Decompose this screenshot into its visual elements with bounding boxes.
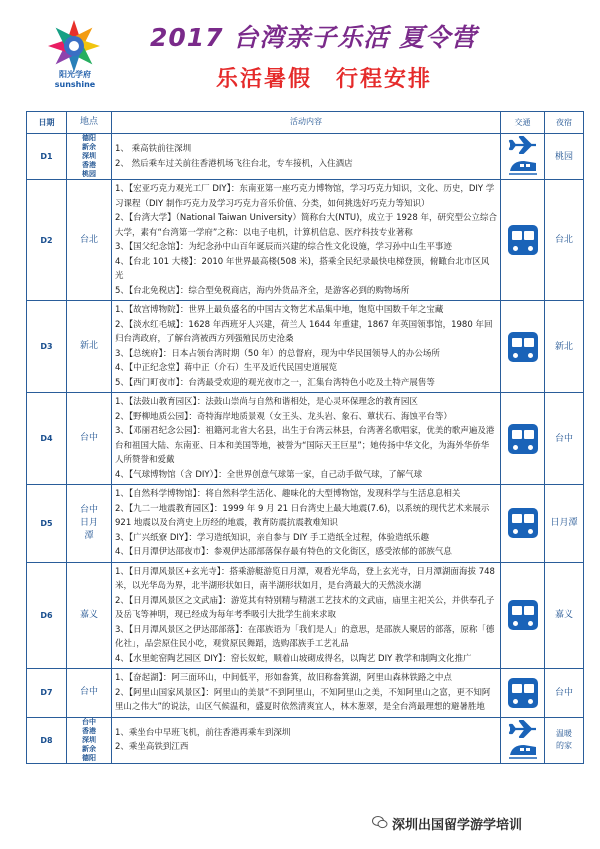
activity-item: 2、【野柳地质公园】：奇特海岸地质景观（女王头、龙头岩、象石、蕈状石、海蚀平台等） [115,411,452,422]
activity-item: 1、 乘高铁前往深圳 [115,144,192,154]
table-row [27,717,584,763]
bus-icon [508,225,538,255]
table-row [27,301,584,393]
logo-text-cn: 阳光学府 [59,70,91,79]
itinerary-table [26,111,584,764]
activities-cell [112,717,501,763]
activities-cell [112,301,501,393]
location-cell: 嘉义 [67,562,112,669]
logo-text-en: sunshine [54,80,96,89]
table-row [27,485,584,563]
watermark-text: 深圳出国留学游学培训 [392,818,523,833]
lodging-cell: 温暖 的家 [545,717,584,763]
page-header [0,0,600,110]
activity-item: 5、【台北免税店】：综合型免税商店，海内外货品齐全，是游客必到的购物场所 [115,285,410,296]
activity-item: 5、【西门町夜市】：台湾最受欢迎的观光夜市之一，汇集台湾特色小吃及土特产展售等 [115,377,435,388]
lodging-cell: 台中 [545,393,584,485]
activities-cell [112,562,501,669]
location-cell: 台中 [67,669,112,718]
lodging-cell: 嘉义 [545,562,584,669]
lodging-cell: 日月潭 [545,485,584,563]
train-icon [508,741,538,761]
activity-item: 3、【国父纪念馆】：为纪念孙中山百年诞辰而兴建的综合性文化设施，学习孙中山生平事迹 [115,242,452,252]
activity-item: 3、【广兴纸寮 DIY】：学习造纸知识，亲自参与 DIY 手工造纸全过程，体验造纸乐趣 [115,532,430,543]
activities-cell [112,669,501,718]
page-title: 2017 台湾亲子乐活 夏令营 [150,23,477,52]
sunshine-logo-icon [46,18,102,74]
bus-icon [508,508,538,538]
activity-item: 3、【邓丽君纪念公园】：祖籍河北省大名县，出生于台湾云林县，台湾著名歌唱家，优美的歌声遍及港台和祖国大陆、东南亚、日本和美国等地，被誉为“国际天王巨星”；她传扬中华文化，为海外华侨华人所赞誉和爱戴 [115,426,495,465]
transport-cell [501,669,545,718]
plane-icon [508,136,538,154]
transport-cell [501,717,545,763]
lodging-cell: 台北 [545,180,584,301]
lodging-cell: 桃园 [545,134,584,180]
transport-cell [501,393,545,485]
location-cell: 台北 [67,180,112,301]
header-date: 日期 [27,112,67,134]
activity-item: 1、【日月潭风景区+玄光寺】：搭乘游艇游览日月潭，观看光华岛，登上玄光寺，日月潭湖面海拔 748 米，以光华岛为界，北半湖形状如日，南半湖形状如月，是台湾最大的天然淡水湖 [115,566,495,591]
location-cell: 台中 日月 潭 [67,485,112,563]
activity-item: 3、【总统府】：日本占领台湾时期（50 年）的总督府，现为中华民国领导人的办公场所 [115,348,440,359]
transport-cell [501,180,545,301]
bus-icon [508,600,538,630]
table-header-row [27,112,584,134]
table-row [27,393,584,485]
wechat-icon [372,814,388,830]
activity-item: 3、【日月潭风景区之伊达邵部落】：在邵族语为「我们是人」的意思，是邵族人聚居的部落，原称「德化社」，品尝原住民小吃，观赏原民舞蹈，选购邵族手工艺礼品 [115,624,495,649]
activity-item: 4、【台北 101 大楼】：2010 年世界最高楼(508 米)，搭乘全民纪录最快电梯登顶，俯瞰台北市区风光 [115,256,490,281]
location-cell: 德阳 新余 深圳 香港 桃园 [67,134,112,180]
day-cell: D5 [27,485,67,563]
transport-cell [501,562,545,669]
activities-cell [112,485,501,563]
transport-cell [501,485,545,563]
activity-item: 1、【故宫博物院】：世界上最负盛名的中国古文物艺术品集中地，饱览中国数千年之宝藏 [115,305,444,315]
table-row [27,669,584,718]
activity-item: 2、【阿里山国家风景区】：阿里山的美景“不到阿里山，不知阿里山之美，不知阿里山之富，更不知阿里山之伟大”的说法，山区气候温和，盛夏时依然清爽宜人，林木葱翠，是全台湾最理想的避暑胜地 [115,687,491,712]
activity-item: 1、【法鼓山教育园区】：法鼓山崇尚与自然和谐相处，是心灵环保理念的教育园区 [115,397,418,407]
activity-item: 1、【宏亚巧克力观光工厂 DIY】：东南亚第一座巧克力博物馆，学习巧克力知识，文化、历史，DIY 学习课程（DIY 制作巧克力及学习巧克力音乐价值、分类，如何挑选好巧克力等知识） [115,184,495,209]
transport-cell [501,301,545,393]
plane-icon [508,720,538,738]
table-row [27,562,584,669]
activity-item: 1、【自然科学博物馆】：将自然科学生活化、趣味化的大型博物馆，发现科学与生活息息相关 [115,489,461,499]
activity-item: 2、【台湾大学】（National Taiwan University）简称台大(NTU)，成立于 1928 年，研究型公立综合大学，素有“台湾第一学府”之称：以电子电机，计算机信息、医疗科技专业著称 [115,213,497,238]
logo-caption [40,70,110,90]
day-cell: D1 [27,134,67,180]
day-cell: D3 [27,301,67,393]
location-cell: 台中 [67,393,112,485]
activity-item: 4、【水里蛇窑陶艺园区 DIY】：窑长奴蛇，顺着山坡砌成得名，以陶艺 DIY 教学和制陶文化推广 [115,653,472,664]
bus-icon [508,332,538,362]
bus-icon [508,678,538,708]
activity-item: 2、【日月潭风景区之文武庙】：游览其有特别精与精湛工艺技术的文武庙，庙里主祀关公，并供奉孔子及岳飞等神明，现已经成为每年考季吸引大批学生前来求取 [115,595,495,620]
location-cell: 新北 [67,301,112,393]
train-icon [508,157,538,177]
day-cell: D2 [27,180,67,301]
activity-item: 2、【九二一地震教育园区】：1999 年 9 月 21 日台湾史上最大地震(7.6)，以系统的现代艺术来展示 921 地震以及台湾史上历经的地震，教育防震抗震教难知识 [115,503,490,528]
transport-cell [501,134,545,180]
header-transport: 交通 [501,112,545,134]
header-lodging: 夜宿 [545,112,584,134]
table-row [27,134,584,180]
activity-item: 2、 然后乘车过关前往香港机场飞往台北，专车接机，入住酒店 [115,158,353,169]
activity-item: 4、【日月潭伊达邵夜市】：参观伊达邵部落保存最有特色的文化街区，感受浓郁的部族气息 [115,547,452,557]
location-cell: 台中 香港 深圳 新余 德阳 [67,717,112,763]
table-row [27,180,584,301]
activity-item: 2、乘坐高铁到江西 [115,742,189,752]
activity-item: 2、【淡水红毛城】：1628 年西班牙人兴建，荷兰人 1644 年重建，1867 年英国领事馆，1980 年回归台湾政府，了解台湾被西方列强殖民历史沧桑 [115,319,493,344]
header-location: 地点 [67,112,112,134]
activities-cell [112,393,501,485]
header-activities: 活动内容 [112,112,501,134]
activity-item: 4、【中正纪念堂】蒋中正（介石）生平及近代民国史道展览 [115,363,338,373]
bus-icon [508,424,538,454]
day-cell: D4 [27,393,67,485]
activities-cell [112,134,501,180]
lodging-cell: 新北 [545,301,584,393]
activities-cell [112,180,501,301]
day-cell: D8 [27,717,67,763]
day-cell: D6 [27,562,67,669]
activity-item: 1、乘坐台中早班飞机，前往香港再乘车到深圳 [115,727,291,738]
page-subtitle: 乐活暑假 行程安排 [216,67,433,92]
activity-item: 4、【气球博物馆（含 DIY）】：全世界创意气球第一家，自己动手做气球，了解气球 [115,469,423,480]
lodging-cell: 台中 [545,669,584,718]
day-cell: D7 [27,669,67,718]
activity-item: 1、【奋起湖】：阿三面环山，中间低平，形如畚箕，故旧称畚箕湖，阿里山森林铁路之中点 [115,673,452,683]
